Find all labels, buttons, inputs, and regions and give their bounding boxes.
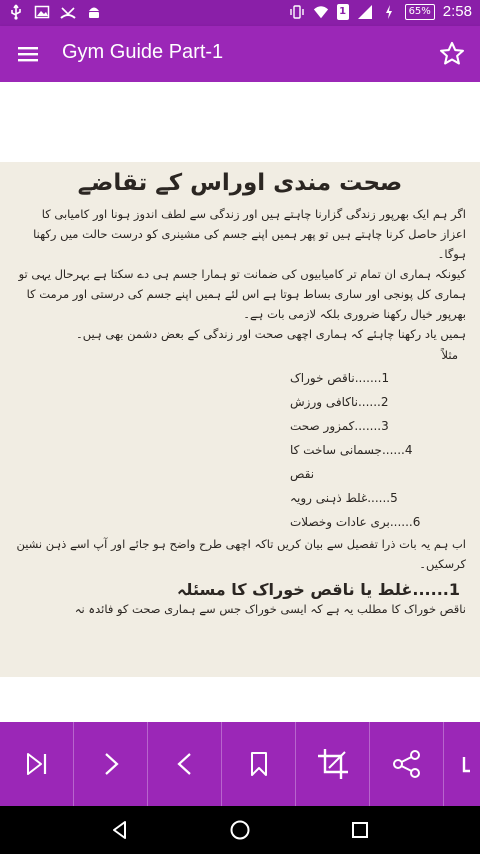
notification-icons [8,4,102,20]
list-item: 5......غلط ذہنی رویہ [290,491,398,505]
previous-button[interactable] [148,722,222,806]
skip-to-end-button[interactable] [0,722,74,806]
hamburger-menu-icon [17,45,39,63]
app-bar [0,26,480,82]
bottom-toolbar [0,722,480,806]
recents-icon [351,821,369,839]
sim-icon: 1 [337,4,349,20]
home-button[interactable] [224,814,256,846]
list-item: 4......جسمانی ساخت کا نقص [290,443,413,481]
page-title: Gym Guide Part-1 [62,41,224,63]
battery-icon [381,4,397,20]
missed-call-icon [60,4,76,20]
list-item: 6......بری عادات وخصلات [290,515,421,529]
system-nav-bar [0,806,480,854]
paragraph: اگر ہم ایک بھرپور زندگی گزارنا چاہتے ہیں اور زندگی سے لطف اندوز ہونا اور کامیابی کا اعزاز حاصل کرنا چاہتے ہیں تو پھر ہمیں اپنے جسم کی مشینری کو درست حالت میں رکھنا ہوگا۔ [33,207,466,261]
recents-button[interactable] [344,814,376,846]
paragraph: کیونکہ ہماری ان تمام تر کامیابیوں کی ضمانت تو ہمارا جسم ہی دے سکتا ہے بہرحال یہی تو ہماری کل پونجی اور ساری بساط ہوتا ہے اس لئے ہمیں اپنے جسم کی درستی اور مرمت کا بھرپور خیال رکھنا ضروری بلکہ لازمی بات ہے۔ [18,267,466,321]
skip-to-end-icon [24,751,50,777]
closing-paragraph: اب ہم یہ بات ذرا تفصیل سے بیان کریں تاکہ اچھی طرح واضح ہو جائے اور آپ اسے ذہن نشین کرسکیں۔ [16,537,466,571]
favorite-button[interactable] [434,36,470,72]
next-icon [98,751,124,777]
bookmark-icon [247,751,271,777]
document-viewer[interactable] [0,82,480,722]
list-item: 1.......ناقص خوراک [290,371,390,385]
star-outline-icon [438,40,466,68]
last-line: ناقص خوراک کا مطلب یہ ہے کہ ایسی خوراک جس سے ہماری صحت کو فائدہ نہ [74,602,466,616]
system-status [289,3,472,20]
next-button[interactable] [74,722,148,806]
android-debug-icon [86,4,102,20]
bookmark-button[interactable] [222,722,296,806]
signal-icon [357,4,373,20]
document-page [0,162,480,677]
example-label: مثلاً [441,348,458,362]
share-icon [391,748,423,780]
clock: 2:58 [442,3,472,20]
home-icon [229,819,251,841]
battery-percent: 65% [405,4,435,20]
enemies-list [230,366,430,534]
sub-heading: 1......غلط یا ناقص خوراک کا مسئلہ [177,580,460,599]
more-icon [444,751,470,777]
menu-button[interactable] [10,36,46,72]
usb-icon [8,4,24,20]
paragraph: ہمیں یاد رکھنا چاہئے کہ ہماری اچھی صحت اور زندگی کے بعض دشمن بھی ہیں۔ [76,327,466,341]
previous-icon [172,751,198,777]
back-button[interactable] [104,814,136,846]
list-item: 2......ناکافی ورزش [290,395,389,409]
crop-button[interactable] [296,722,370,806]
crop-icon [316,747,350,781]
document-heading: صحت مندی اوراس کے تقاضے [77,170,403,196]
back-icon [110,820,130,840]
share-button[interactable] [370,722,444,806]
vibrate-icon [289,4,305,20]
list-item: 3.......کمزور صحت [290,419,389,433]
more-button[interactable] [444,722,471,806]
image-icon [34,4,50,20]
wifi-icon [313,4,329,20]
status-bar [0,0,480,26]
